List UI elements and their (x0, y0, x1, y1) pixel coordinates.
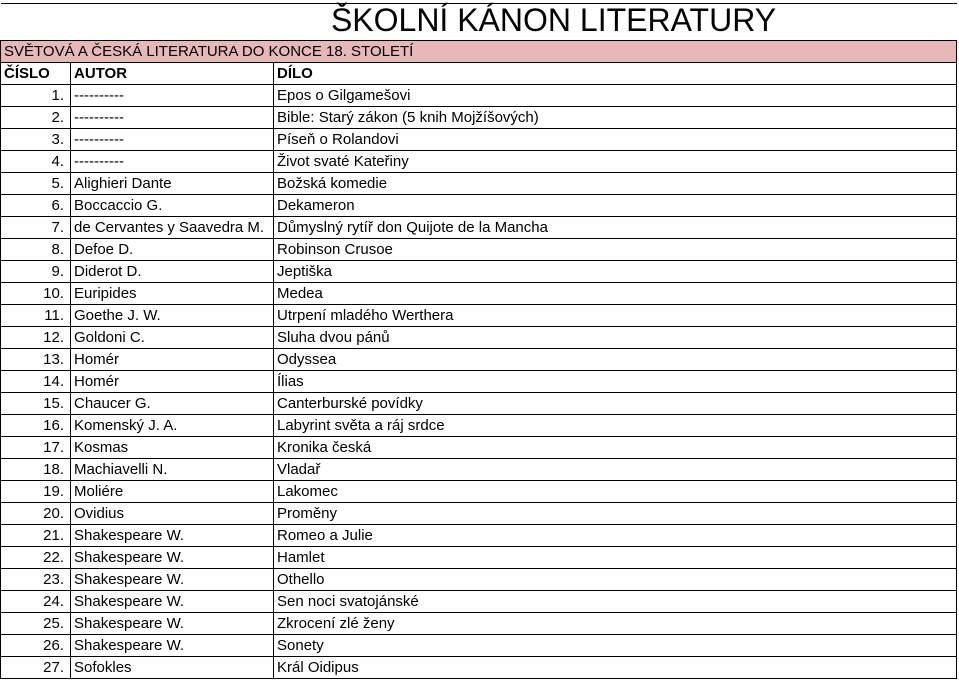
row-work: Odyssea (274, 349, 957, 371)
row-author: Komenský J. A. (71, 415, 274, 437)
row-author: Chaucer G. (71, 393, 274, 415)
row-author: Shakespeare W. (71, 635, 274, 657)
row-work: Dekameron (274, 195, 957, 217)
table-row (1, 591, 957, 613)
row-author: Kosmas (71, 437, 274, 459)
row-number: 10. (1, 283, 71, 305)
row-number: 15. (1, 393, 71, 415)
row-number: 3. (1, 129, 71, 151)
row-author: Boccaccio G. (71, 195, 274, 217)
row-author: Shakespeare W. (71, 547, 274, 569)
row-work: Labyrint světa a ráj srdce (274, 415, 957, 437)
row-author: Homér (71, 349, 274, 371)
row-work: Důmyslný rytíř don Quijote de la Mancha (274, 217, 957, 239)
table-row (1, 239, 957, 261)
row-author: Homér (71, 371, 274, 393)
row-work: Sen noci svatojánské (274, 591, 957, 613)
row-author: ---------- (71, 151, 274, 173)
column-header-row (1, 63, 957, 85)
row-author: Goldoni C. (71, 327, 274, 349)
row-author: Shakespeare W. (71, 591, 274, 613)
row-work: Proměny (274, 503, 957, 525)
row-number: 20. (1, 503, 71, 525)
section-row (1, 41, 957, 63)
row-work: Vladař (274, 459, 957, 481)
row-number: 7. (1, 217, 71, 239)
table-row (1, 371, 957, 393)
table-row (1, 217, 957, 239)
row-author: Goethe J. W. (71, 305, 274, 327)
row-number: 11. (1, 305, 71, 327)
table-row (1, 107, 957, 129)
row-number: 24. (1, 591, 71, 613)
row-author: Moliére (71, 481, 274, 503)
row-number: 16. (1, 415, 71, 437)
row-work: Král Oidipus (274, 657, 957, 679)
table-row (1, 437, 957, 459)
table-row (1, 393, 957, 415)
row-number: 25. (1, 613, 71, 635)
table-row (1, 569, 957, 591)
table-row (1, 547, 957, 569)
row-author: Diderot D. (71, 261, 274, 283)
row-number: 18. (1, 459, 71, 481)
row-work: Jeptiška (274, 261, 957, 283)
row-author: Shakespeare W. (71, 525, 274, 547)
row-author: Shakespeare W. (71, 569, 274, 591)
row-work: Hamlet (274, 547, 957, 569)
title-row (1, 0, 957, 41)
row-number: 26. (1, 635, 71, 657)
row-work: Píseň o Rolandovi (274, 129, 957, 151)
table-row (1, 305, 957, 327)
row-work: Sonety (274, 635, 957, 657)
row-work: Božská komedie (274, 173, 957, 195)
table-row (1, 481, 957, 503)
row-author: Alighieri Dante (71, 173, 274, 195)
table-row (1, 151, 957, 173)
table-row (1, 85, 957, 107)
row-work: Utrpení mladého Werthera (274, 305, 957, 327)
row-number: 17. (1, 437, 71, 459)
row-number: 27. (1, 657, 71, 679)
row-work: Medea (274, 283, 957, 305)
row-work: Romeo a Julie (274, 525, 957, 547)
header-number: ČÍSLO (1, 63, 71, 85)
row-author: Defoe D. (71, 239, 274, 261)
row-work: Canterburské povídky (274, 393, 957, 415)
row-number: 12. (1, 327, 71, 349)
page-title: ŠKOLNÍ KÁNON LITERATURY (1, 0, 957, 41)
row-work: Epos o Gilgamešovi (274, 85, 957, 107)
row-number: 13. (1, 349, 71, 371)
row-work: Othello (274, 569, 957, 591)
row-number: 1. (1, 85, 71, 107)
row-author: Shakespeare W. (71, 613, 274, 635)
row-author: Machiavelli N. (71, 459, 274, 481)
table-row (1, 503, 957, 525)
row-author: ---------- (71, 129, 274, 151)
row-work: Bible: Starý zákon (5 knih Mojžíšových) (274, 107, 957, 129)
row-work: Lakomec (274, 481, 957, 503)
row-number: 5. (1, 173, 71, 195)
table-row (1, 349, 957, 371)
row-number: 2. (1, 107, 71, 129)
row-work: Kronika česká (274, 437, 957, 459)
row-author: ---------- (71, 107, 274, 129)
row-work: Zkrocení zlé ženy (274, 613, 957, 635)
row-number: 22. (1, 547, 71, 569)
table-row (1, 525, 957, 547)
row-author: de Cervantes y Saavedra M. (71, 217, 274, 239)
table-row (1, 415, 957, 437)
table-row (1, 613, 957, 635)
row-number: 21. (1, 525, 71, 547)
row-number: 9. (1, 261, 71, 283)
row-author: Ovidius (71, 503, 274, 525)
row-work: Sluha dvou pánů (274, 327, 957, 349)
table-row (1, 195, 957, 217)
table-row (1, 657, 957, 679)
row-number: 19. (1, 481, 71, 503)
row-number: 23. (1, 569, 71, 591)
table-row (1, 129, 957, 151)
table-row (1, 261, 957, 283)
row-work: Robinson Crusoe (274, 239, 957, 261)
table-row (1, 459, 957, 481)
table-row (1, 173, 957, 195)
row-number: 14. (1, 371, 71, 393)
row-author: ---------- (71, 85, 274, 107)
row-number: 4. (1, 151, 71, 173)
row-number: 6. (1, 195, 71, 217)
header-work: DÍLO (274, 63, 957, 85)
table-row (1, 635, 957, 657)
row-author: Sofokles (71, 657, 274, 679)
header-author: AUTOR (71, 63, 274, 85)
row-work: Život svaté Kateřiny (274, 151, 957, 173)
row-author: Euripides (71, 283, 274, 305)
section-heading: SVĚTOVÁ A ČESKÁ LITERATURA DO KONCE 18. STOLETÍ (1, 41, 957, 63)
table-row (1, 283, 957, 305)
row-work: Ílias (274, 371, 957, 393)
row-number: 8. (1, 239, 71, 261)
table-row (1, 327, 957, 349)
